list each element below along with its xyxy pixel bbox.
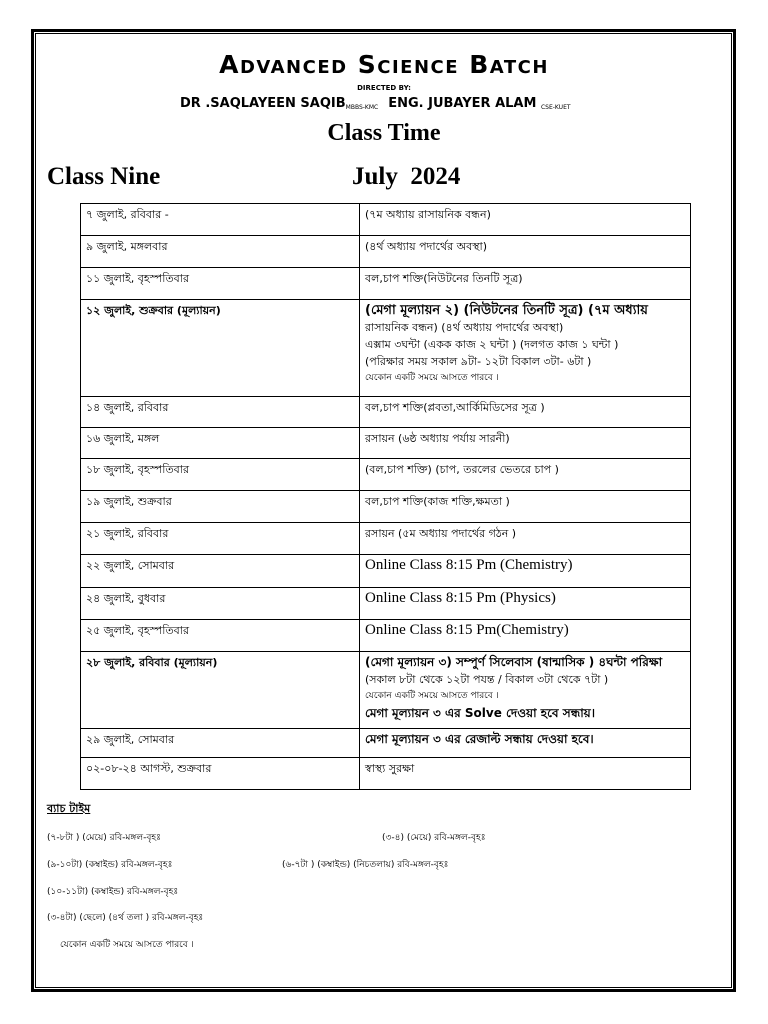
table-row: [81, 491, 691, 523]
batch-time-item: (৯-১০টা) (কম্বাইন্ড) রবি-মঙ্গল-বৃহঃ: [47, 860, 173, 870]
topic-line: বল,চাপ শক্তি(প্লবতা,আর্কিমিডিসের সূত্র ): [365, 401, 545, 414]
date-cell: ২৯ জুলাই, সোমবার: [81, 729, 360, 758]
table-row: [81, 236, 691, 268]
table-row: [81, 204, 691, 236]
batch-note: যেকোন একটি সময়ে আসতে পারবে ।: [60, 940, 194, 950]
table-row: [81, 620, 691, 652]
date-cell: ১৯ জুলাই, শুক্রবার: [81, 491, 360, 523]
batch-time-item: (১০-১১টা) (কম্বাইন্ড) রবি-মঙ্গল-বৃহঃ: [47, 887, 179, 897]
topic-line: Online Class 8:15 Pm (Physics): [365, 590, 556, 606]
topic-cell: [360, 523, 691, 555]
date-cell: ০২-০৮-২৪ আগস্ট, শুক্রবার: [81, 758, 360, 790]
table-row: [81, 758, 691, 790]
table-row: [81, 729, 691, 758]
date-cell: ২৮ জুলাই, রবিবার (মূল্যায়ন): [81, 652, 360, 729]
batch-time-item: (৭-৮টা ) (মেয়ে) রবি-মঙ্গল-বৃহঃ: [47, 833, 161, 843]
topic-cell: [360, 204, 691, 236]
table-row: [81, 555, 691, 588]
class-name: Class Nine: [47, 163, 161, 190]
batch-time-item: (৩-৪) (মেয়ে) রবি-মঙ্গল-বৃহঃ: [382, 833, 486, 843]
topic-line: রসায়ন (৬ষ্ঠ অধ্যায় পর্যায় সারনী): [365, 432, 510, 445]
topic-cell: [360, 300, 691, 397]
topic-line: (বল,চাপ শক্তি) (চাপ, তরলের ভেতরে চাপ ): [365, 463, 559, 476]
topic-line: এক্সাম ৩ঘন্টা (একক কাজ ২ ঘন্টা ) (দলগত কাজ ১ ঘন্টা ): [365, 338, 619, 351]
brand-title: Advanced Science Batch: [219, 50, 549, 79]
directed-by-label: DIRECTED BY:: [357, 84, 411, 92]
schedule-table: [80, 203, 691, 790]
director-1-degree: MBBS-KMC: [345, 104, 379, 111]
topic-cell: [360, 652, 691, 729]
topic-cell: [360, 491, 691, 523]
date-cell: ২২ জুলাই, সোমবার: [81, 555, 360, 588]
date-cell: ২৫ জুলাই, বৃহস্পতিবার: [81, 620, 360, 652]
director-2-degree: CSE-KUET: [540, 104, 571, 111]
topic-line: Online Class 8:15 Pm(Chemistry): [365, 622, 569, 638]
topic-line: রাসায়নিক বন্ধন) (৪র্থ অধ্যায় পদার্থের অবস্থা): [365, 321, 564, 334]
date-cell: ১৬ জুলাই, মঙ্গল: [81, 428, 360, 459]
topic-line: (মেগা মূল্যায়ন ২) (নিউটনের তিনটি সূত্র) (৭ম অধ্যায়: [365, 303, 648, 318]
topic-cell: [360, 620, 691, 652]
topic-cell: [360, 459, 691, 491]
topic-line: Online Class 8:15 Pm (Chemistry): [365, 557, 573, 573]
director-1-name: DR .SAQLAYEEN SAQIB: [180, 96, 346, 111]
topic-cell: [360, 236, 691, 268]
date-cell: ১২ জুলাই, শুক্রবার (মূল্যায়ন): [81, 300, 360, 397]
topic-line: মেগা মূল্যায়ন ৩ এর Solve দেওয়া হবে সন্ধায়।: [365, 706, 596, 720]
month-label: July 2024: [352, 163, 461, 190]
date-cell: ১৪ জুলাই, রবিবার: [81, 397, 360, 428]
topic-line: রসায়ন (৫ম অধ্যায় পদার্থের গঠন ): [365, 527, 517, 540]
director-2-name: ENG. JUBAYER ALAM: [388, 96, 537, 111]
date-cell: ১১ জুলাই, বৃহস্পতিবার: [81, 268, 360, 300]
batch-time-item: (৩-৪টা) (ছেলে) (৪র্থ তলা ) রবি-মঙ্গল-বৃহঃ: [47, 913, 204, 923]
topic-cell: [360, 758, 691, 790]
topic-cell: [360, 268, 691, 300]
topic-line: (৭ম অধ্যায় রাসায়নিক বন্ধন): [365, 208, 491, 221]
topic-line: যেকোন একটি সময়ে আসতে পারবে ।: [365, 373, 499, 383]
table-row: [81, 523, 691, 555]
topic-cell: [360, 428, 691, 459]
table-row: [81, 652, 691, 729]
topic-line: (পরিক্ষার সময় সকাল ৯টা- ১২টা বিকাল ৩টা- ৬টা ): [365, 355, 592, 368]
topic-cell: [360, 397, 691, 428]
table-row: [81, 397, 691, 428]
topic-line: যেকোন একটি সময়ে আসতে পারবে ।: [365, 691, 499, 701]
batch-time-item: (৬-৭টা ) (কম্বাইন্ড) (নিচতলায়) রবি-মঙ্গল-বৃহঃ: [282, 860, 449, 870]
topic-line: বল,চাপ শক্তি(নিউটনের তিনটি সূত্র): [365, 272, 523, 285]
topic-line: বল,চাপ শক্তি(কাজ শক্তি,ক্ষমতা ): [365, 495, 510, 508]
date-cell: ২১ জুলাই, রবিবার: [81, 523, 360, 555]
date-cell: ১৮ জুলাই, বৃহস্পতিবার: [81, 459, 360, 491]
date-cell: ৭ জুলাই, রবিবার -: [81, 204, 360, 236]
topic-cell: [360, 555, 691, 588]
topic-line: (সকাল ৮টা থেকে ১২টা পযন্ত / বিকাল ৩টা থেকে ৭টা ): [365, 673, 609, 686]
topic-line: (মেগা মূল্যায়ন ৩) সম্পুর্ণ সিলেবাস (ষান্মাসিক ) ৪ঘন্টা পরিক্ষা: [365, 655, 663, 669]
table-row: [81, 268, 691, 300]
table-row: [81, 300, 691, 397]
page-title: Class Time: [327, 120, 441, 146]
table-row: [81, 459, 691, 491]
table-row: [81, 428, 691, 459]
topic-cell: [360, 588, 691, 620]
table-row: [81, 588, 691, 620]
topic-line: (৪র্থ অধ্যায় পদার্থের অবস্থা): [365, 240, 488, 253]
topic-line: স্বাস্থ্য সুরক্ষা: [365, 762, 415, 775]
topic-cell: [360, 729, 691, 758]
directors-line: [180, 96, 571, 111]
date-cell: ৯ জুলাই, মঙ্গলবার: [81, 236, 360, 268]
topic-line: মেগা মূল্যায়ন ৩ এর রেজাল্ট সন্ধায় দেওয়া হবে।: [365, 732, 594, 746]
batch-time-title: ব্যাচ টাইম: [47, 802, 91, 815]
date-cell: ২৪ জুলাই, বুধবার: [81, 588, 360, 620]
